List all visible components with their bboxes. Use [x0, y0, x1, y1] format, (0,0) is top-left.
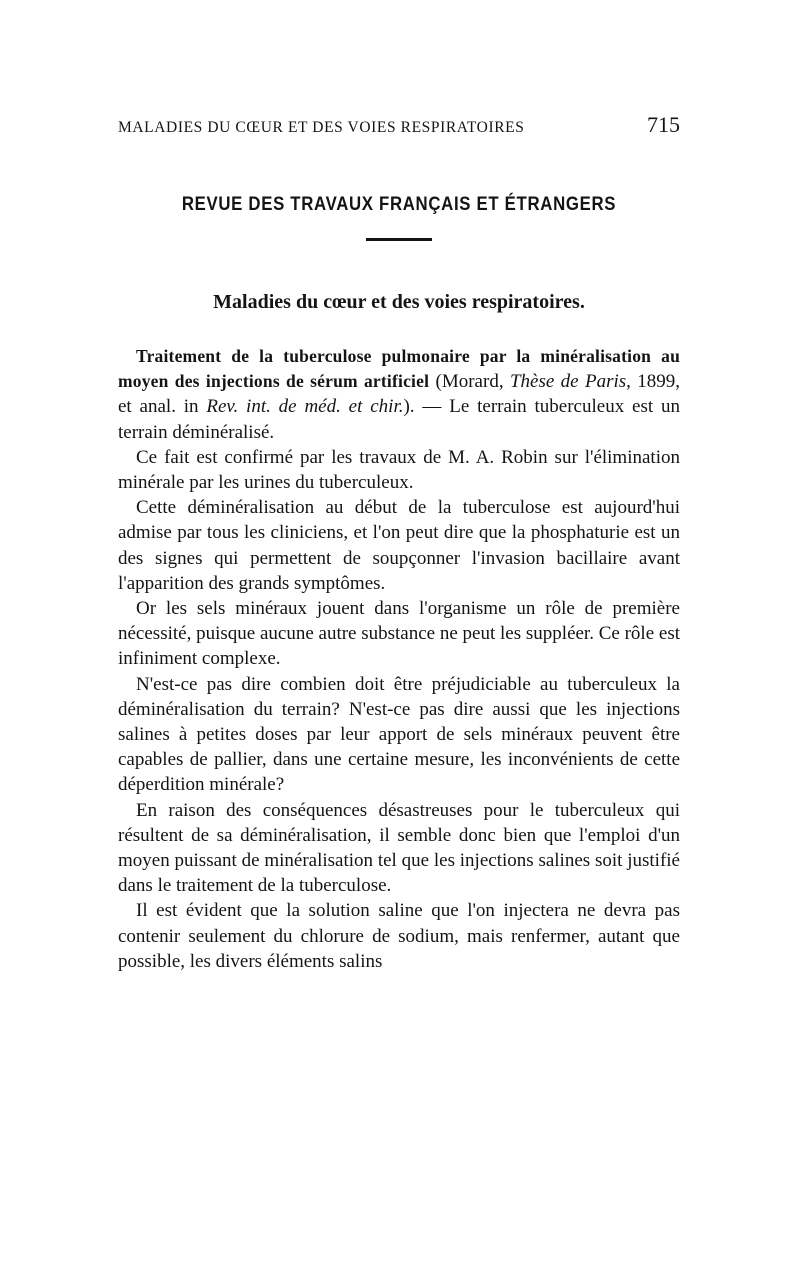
- paragraph: N'est-ce pas dire combien doit être préjudiciable au tuberculeux la déminéralisation du terrain? N'est-ce pas dire aussi que les injections salines à petites doses par leur apport de sels minéraux peuvent être capables de pallier, dans une certaine mesure, les inconvénients de cette déperdition minérale?: [118, 673, 680, 796]
- paragraph: En raison des conséquences désastreuses pour le tuberculeux qui résultent de sa déminéralisation, il semble donc bien que l'emploi d'un moyen puissant de minéralisation tel que les injections salines soit justifié dans le traitement de la tuberculose.: [118, 799, 680, 897]
- citation-thesis: Thèse de Paris: [509, 371, 627, 393]
- subtitle: Maladies du cœur et des voies respiratoires.: [213, 291, 585, 313]
- running-header: [118, 112, 680, 138]
- entry-title: Traitement de la tuberculose pulmonaire par la minéralisation au moyen des injections de sérum artificiel: [118, 346, 680, 392]
- section-title: REVUE DES TRAVAUX FRANÇAIS ET ÉTRANGERS: [181, 193, 617, 215]
- divider-rule: [366, 238, 432, 241]
- entry-paragraph: [118, 344, 680, 445]
- page-number: 715: [647, 112, 680, 137]
- body-text: [118, 344, 680, 974]
- citation-open: (Morard,: [429, 371, 510, 393]
- paragraph: Ce fait est confirmé par les travaux de M. A. Robin sur l'élimination minérale par les urines du tuberculeux.: [118, 446, 680, 494]
- paragraph: Il est évident que la solution saline que l'on injectera ne devra pas contenir seulement du chlorure de sodium, mais renfermer, autant que possible, les divers éléments salins: [118, 900, 680, 972]
- paragraph: Or les sels minéraux jouent dans l'organisme un rôle de première nécessité, puisque aucune autre substance ne peut les suppléer. Ce rôle est infiniment complexe.: [118, 598, 680, 670]
- running-title: MALADIES DU CŒUR ET DES VOIES RESPIRATOIRES: [118, 119, 525, 136]
- citation-journal: Rev. int. de méd. et chir.: [206, 396, 404, 418]
- citation-close: ). —: [403, 396, 450, 418]
- citation-year: , 1899, et anal. in: [118, 371, 681, 418]
- paragraph: Cette déminéralisation au début de la tuberculose est aujourd'hui admise par tous les cliniciens, et l'on peut dire que la phosphaturie est un des signes qui permettent de soupçonner l'invasion bacillaire avant l'apparition des grands symptômes.: [118, 497, 680, 594]
- first-sentence: Le terrain tuberculeux est un terrain déminéralisé.: [118, 396, 680, 443]
